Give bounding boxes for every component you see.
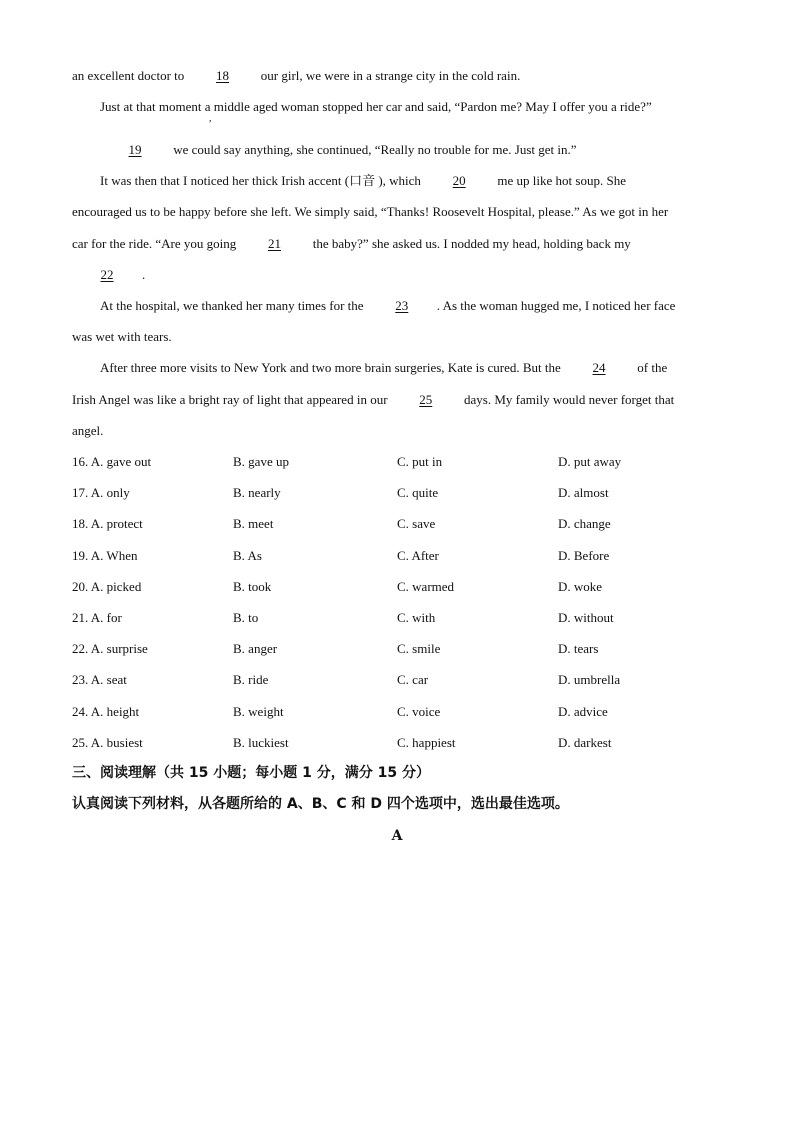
option-d: D. darkest <box>558 735 612 750</box>
line-text-post: our girl, we were in a strange city in the cold rain. <box>257 68 521 83</box>
line-text-pre: It was then that I noticed her thick Irish accent (口音 ), which <box>100 173 425 188</box>
option-a: 25. A. busiest <box>72 735 143 750</box>
section-instruction: 认真阅读下列材料，从各题所给的 A、B、C 和 D 四个选项中，选出最佳选项。 <box>72 796 569 812</box>
blank-18: 18 <box>216 68 230 83</box>
part-heading: A <box>391 828 403 844</box>
option-row-21 <box>72 610 722 626</box>
line-text-post: . As the woman hugged me, I noticed her face <box>436 298 676 313</box>
option-b: B. took <box>233 579 272 594</box>
option-d: D. change <box>558 516 611 531</box>
option-row-18 <box>72 516 722 532</box>
blank-19: 19 <box>128 142 142 157</box>
option-d: D. almost <box>558 485 609 500</box>
option-row-25 <box>72 735 722 751</box>
option-c: C. warmed <box>397 579 455 594</box>
line-text-pre: an excellent doctor to <box>72 68 188 83</box>
option-c: C. After <box>397 548 439 563</box>
line-text-post: days. My family would never forget that <box>460 392 675 407</box>
stray-comma: , <box>209 113 212 124</box>
passage-line-1 <box>72 68 720 84</box>
option-a: 23. A. seat <box>72 672 127 687</box>
passage-line-3 <box>100 142 720 158</box>
option-a: 19. A. When <box>72 548 138 563</box>
passage-line-11 <box>72 392 720 408</box>
passage-line-5 <box>72 204 720 220</box>
passage-line-6 <box>72 236 720 252</box>
line-text: angel. <box>72 423 104 438</box>
line-text: was wet with tears. <box>72 329 172 344</box>
passage-line-4 <box>100 173 720 189</box>
option-a: 21. A. for <box>72 610 122 625</box>
option-b: B. meet <box>233 516 274 531</box>
option-row-24 <box>72 704 722 720</box>
line-text-pre: After three more visits to New York and two more brain surgeries, Kate is cured. But the <box>100 360 565 375</box>
line-text-post: the baby?” she asked us. I nodded my head, holding back my <box>309 236 631 251</box>
option-row-17 <box>72 485 722 501</box>
line-text-post: me up like hot soup. She <box>494 173 626 188</box>
option-d: D. without <box>558 610 614 625</box>
blank-24: 24 <box>592 360 606 375</box>
option-a: 17. A. only <box>72 485 130 500</box>
option-b: B. nearly <box>233 485 281 500</box>
line-text-post: of the <box>634 360 668 375</box>
blank-22: 22 <box>100 267 114 282</box>
blank-20: 20 <box>452 173 466 188</box>
blank-21: 21 <box>268 236 281 251</box>
line-text-post: we could say anything, she continued, “Really no trouble for me. Just get in.” <box>170 142 577 157</box>
passage-line-7 <box>72 267 720 283</box>
option-c: C. car <box>397 672 429 687</box>
option-row-16 <box>72 454 722 470</box>
option-row-19 <box>72 548 722 564</box>
option-b: B. anger <box>233 641 278 656</box>
line-text-pre: At the hospital, we thanked her many times for the <box>100 298 367 313</box>
option-c: C. smile <box>397 641 441 656</box>
blank-25: 25 <box>419 392 433 407</box>
passage-line-10 <box>100 360 720 376</box>
option-c: C. quite <box>397 485 439 500</box>
option-a: 20. A. picked <box>72 579 142 594</box>
option-c: C. with <box>397 610 436 625</box>
line-text: Just at that moment a middle aged woman stopped her car and said, “Pardon me? May I offer you a ride?” <box>100 99 652 114</box>
option-d: D. umbrella <box>558 672 621 687</box>
option-row-23 <box>72 672 722 688</box>
option-c: C. voice <box>397 704 441 719</box>
line-text-pre: car for the ride. “Are you going <box>72 236 240 251</box>
line-text-post: . <box>142 267 146 282</box>
option-a: 18. A. protect <box>72 516 143 531</box>
passage-line-9 <box>72 329 720 345</box>
option-c: C. put in <box>397 454 443 469</box>
blank-23: 23 <box>395 298 409 313</box>
option-b: B. to <box>233 610 259 625</box>
option-d: D. woke <box>558 579 603 594</box>
option-a: 22. A. surprise <box>72 641 148 656</box>
option-b: B. weight <box>233 704 284 719</box>
option-b: B. gave up <box>233 454 289 469</box>
option-d: D. advice <box>558 704 608 719</box>
passage-line-12 <box>72 423 720 439</box>
option-b: B. As <box>233 548 262 563</box>
option-d: D. Before <box>558 548 610 563</box>
option-d: D. tears <box>558 641 599 656</box>
option-c: C. happiest <box>397 735 456 750</box>
option-row-20 <box>72 579 722 595</box>
section-title: 三、阅读理解（共 15 小题；每小题 1 分，满分 15 分） <box>72 765 430 781</box>
option-row-22 <box>72 641 722 657</box>
line-text: encouraged us to be happy before she left. We simply said, “Thanks! Roosevelt Hospital, please.” As we got in her <box>72 204 669 219</box>
line-text-pre: Irish Angel was like a bright ray of light that appeared in our <box>72 392 391 407</box>
option-b: B. luckiest <box>233 735 289 750</box>
passage-line-8 <box>100 298 720 314</box>
option-c: C. save <box>397 516 436 531</box>
option-a: 24. A. height <box>72 704 140 719</box>
passage-line-2 <box>100 99 720 115</box>
option-a: 16. A. gave out <box>72 454 152 469</box>
option-d: D. put away <box>558 454 622 469</box>
option-b: B. ride <box>233 672 269 687</box>
